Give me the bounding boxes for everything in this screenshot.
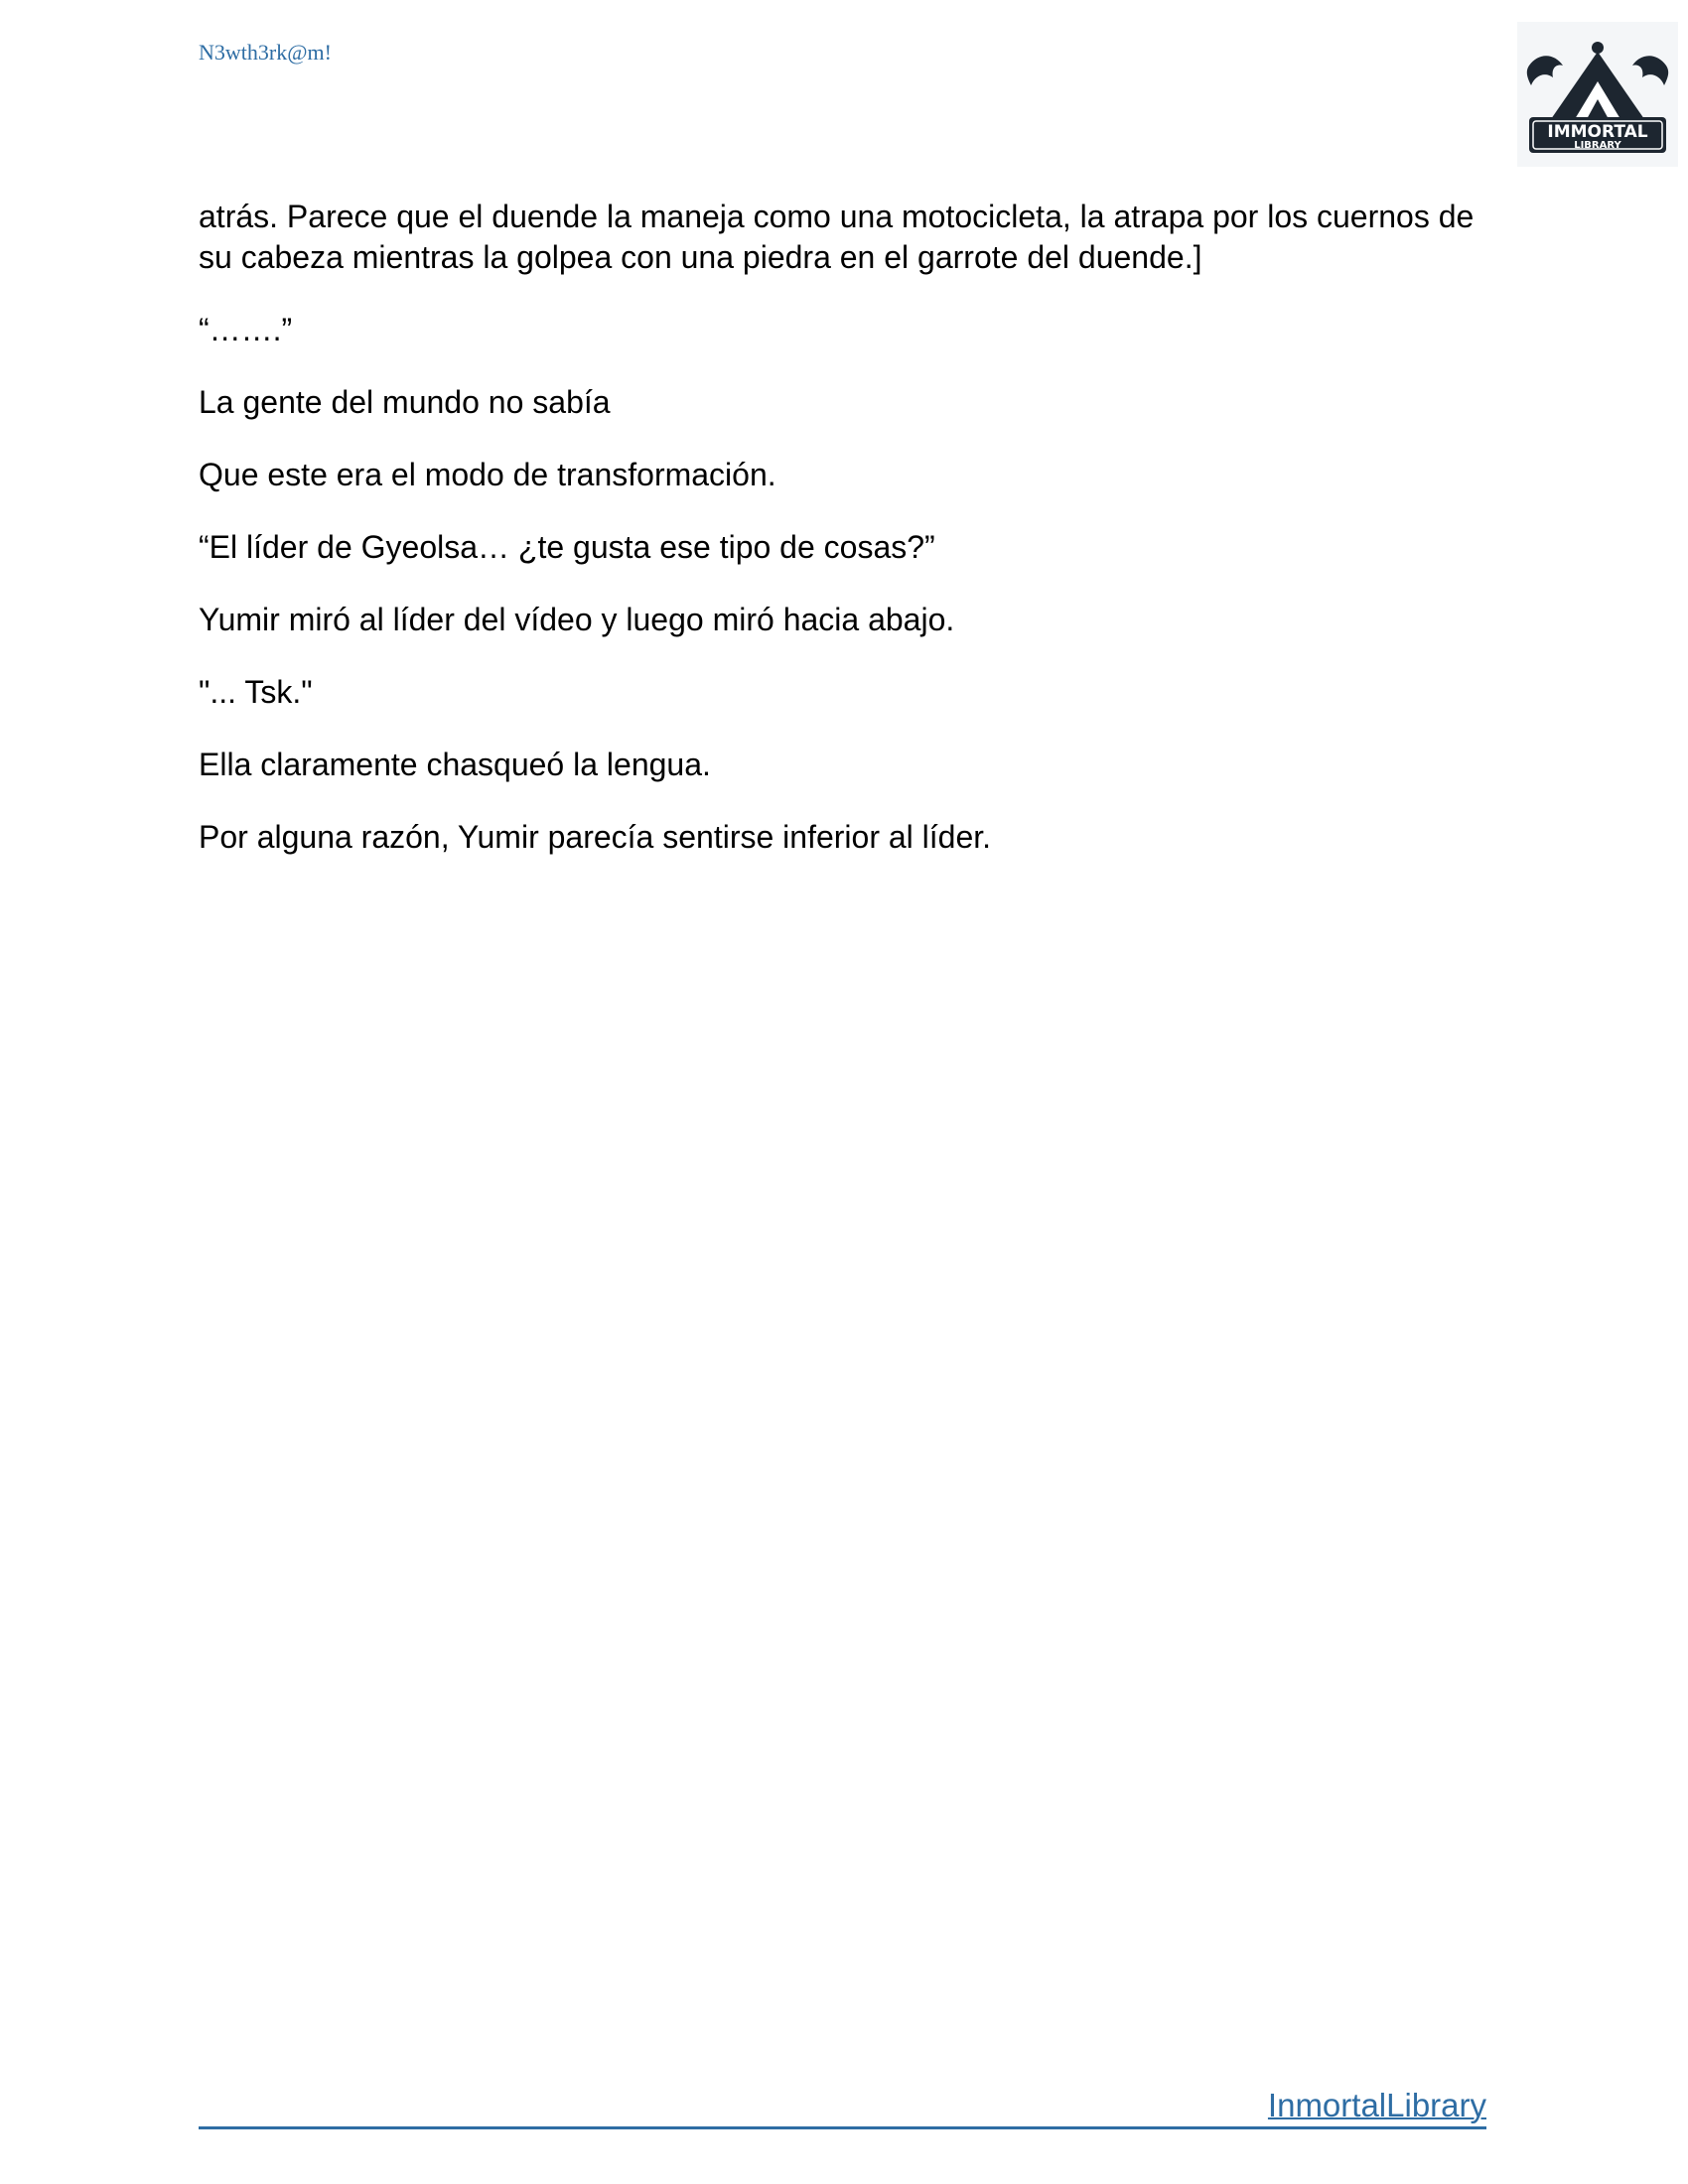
paragraph: Ella claramente chasqueó la lengua. [199,747,711,782]
document-body [199,197,1489,889]
logo-text-library: LIBRARY [1574,140,1621,151]
paragraph: atrás. Parece que el duende la maneja como una motocicleta, la atrapa por los cuernos de su cabeza mientras la golpea con una piedra en el garrote del duende.] [199,199,1475,275]
logo-text-immortal: IMMORTAL [1547,122,1648,142]
paragraph: Por alguna razón, Yumir parecía sentirse inferior al líder. [199,819,992,855]
paragraph: “…….” [199,312,293,347]
footer-library-link[interactable]: InmortalLibrary [1267,2087,1486,2123]
paragraph: “El líder de Gyeolsa… ¿te gusta ese tipo de cosas?” [199,529,935,565]
immortal-library-logo-icon [1517,22,1678,167]
footer-rule [199,2081,1486,2129]
paragraph: La gente del mundo no sabía [199,384,611,420]
paragraph: Que este era el modo de transformación. [199,457,776,492]
header-credit: N3wth3rk@m! [199,40,332,65]
paragraph: "... Tsk." [199,674,313,710]
paragraph: Yumir miró al líder del vídeo y luego miró hacia abajo. [199,602,955,637]
